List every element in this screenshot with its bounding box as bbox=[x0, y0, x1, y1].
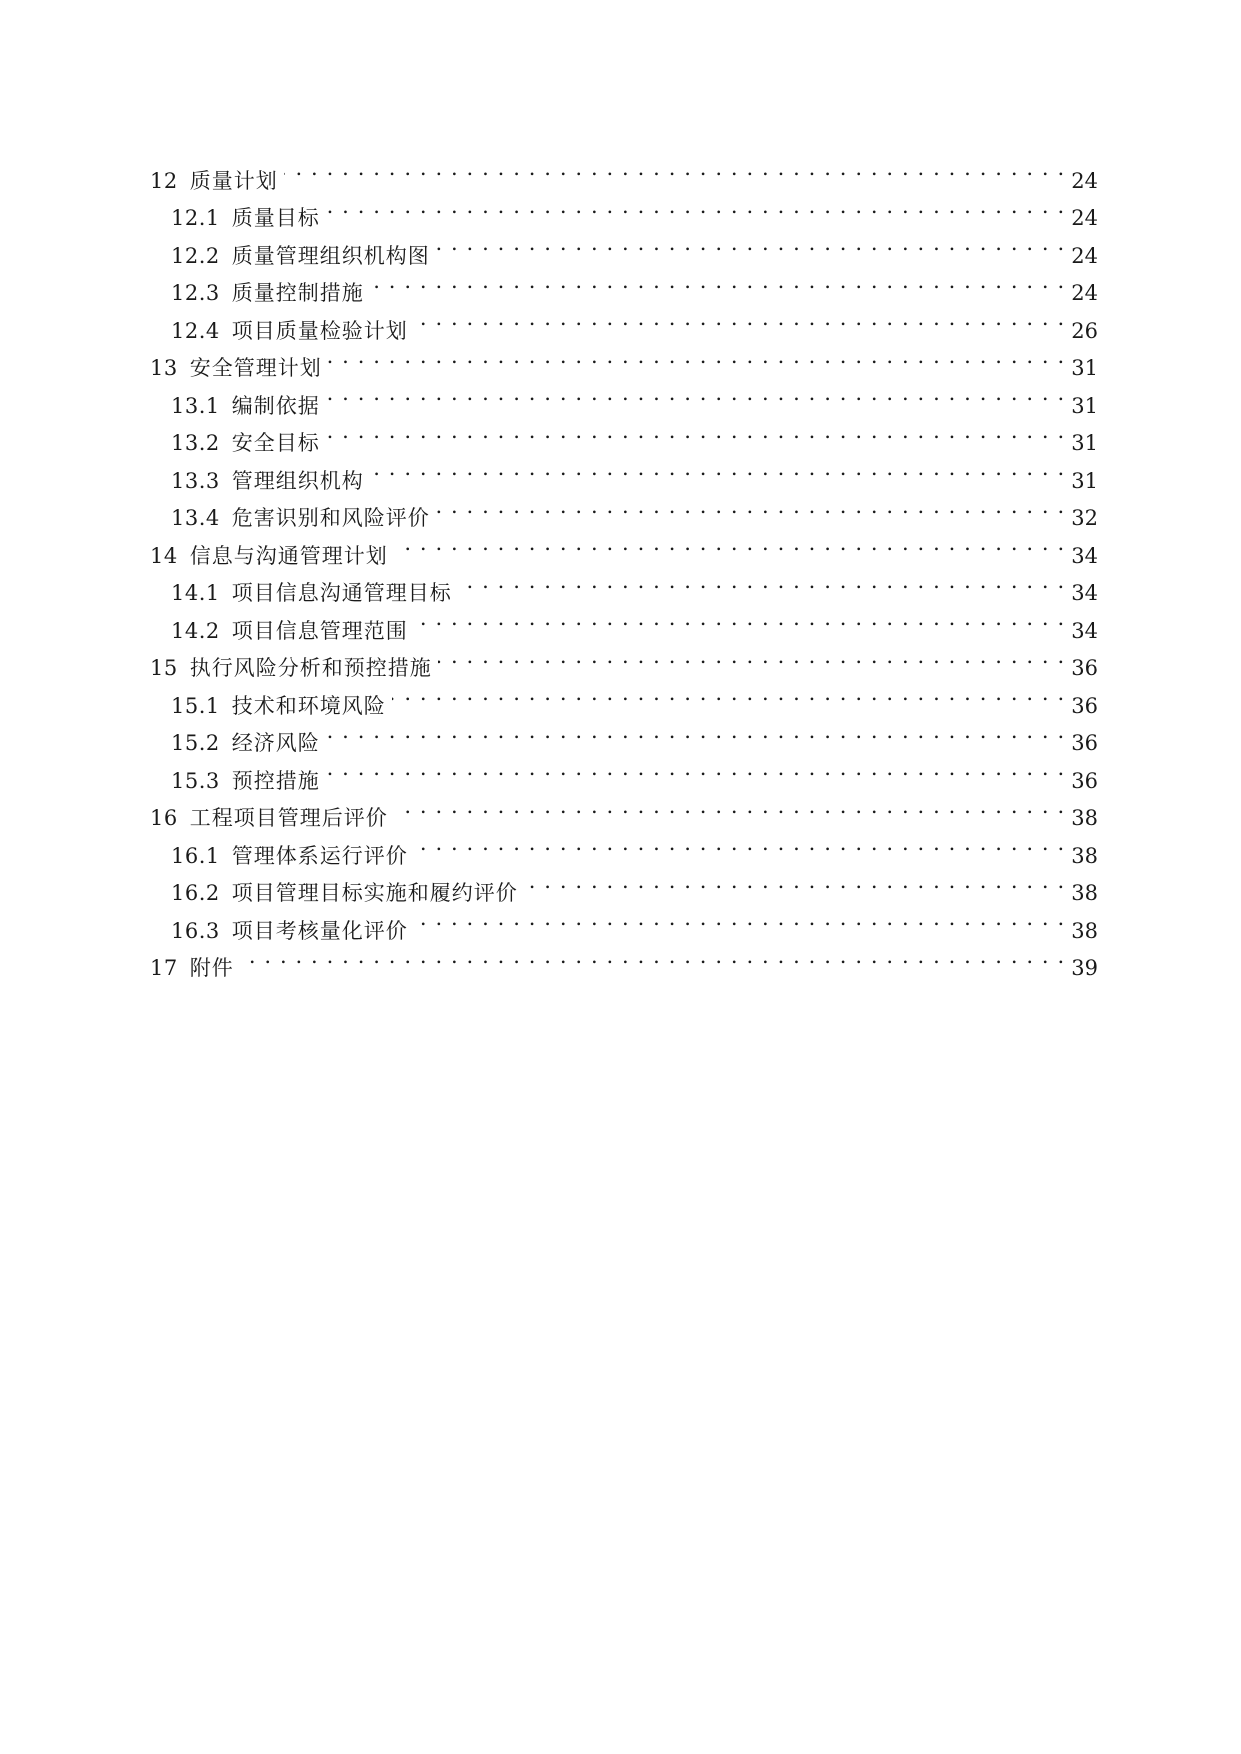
toc-entry-number: 14.1 bbox=[171, 581, 220, 605]
toc-entry-title: 项目信息管理范围 bbox=[231, 618, 408, 643]
toc-entry-title: 技术和环境风险 bbox=[231, 693, 386, 718]
toc-entry-number: 16 bbox=[150, 806, 178, 830]
toc-dot-leader bbox=[326, 713, 1066, 751]
toc-entry-number: 12.3 bbox=[171, 281, 220, 305]
toc-entry-number: 15.2 bbox=[171, 731, 220, 755]
toc-entry-number: 16.2 bbox=[171, 881, 220, 905]
toc-entry-page: 36 bbox=[1071, 656, 1098, 680]
toc-entry-number: 16.1 bbox=[171, 843, 220, 868]
toc-entry-title: 项目考核量化评价 bbox=[231, 918, 408, 943]
toc-entry-page: 24 bbox=[1071, 281, 1098, 305]
toc-dot-leader bbox=[240, 938, 1066, 976]
toc-entry-page: 31 bbox=[1071, 431, 1098, 455]
toc-dot-leader bbox=[326, 750, 1066, 788]
toc-entry-page: 24 bbox=[1071, 243, 1098, 268]
toc-entry-title: 工程项目管理后评价 bbox=[189, 806, 388, 830]
toc-entry-number: 14 bbox=[150, 543, 178, 568]
toc-entry-number: 12.2 bbox=[171, 243, 220, 268]
toc-dot-leader bbox=[436, 225, 1066, 263]
toc-entry-number: 13 bbox=[150, 356, 178, 380]
toc-dot-leader bbox=[414, 300, 1066, 338]
toc-entry-page: 36 bbox=[1071, 693, 1098, 718]
toc-entry-title: 经济风险 bbox=[231, 731, 320, 755]
toc-entry-page: 34 bbox=[1071, 618, 1098, 643]
toc-entry-page: 38 bbox=[1071, 806, 1098, 830]
toc-entry-page: 36 bbox=[1071, 768, 1098, 793]
toc-dot-leader bbox=[326, 375, 1066, 413]
toc-entry-page: 31 bbox=[1071, 468, 1098, 493]
toc-entry-title: 项目管理目标实施和履约评价 bbox=[231, 881, 518, 905]
toc-entry-title: 附件 bbox=[189, 956, 234, 980]
toc-entry-page: 36 bbox=[1071, 731, 1098, 755]
toc-dot-leader bbox=[414, 825, 1066, 863]
toc-entry-page: 38 bbox=[1071, 881, 1098, 905]
toc-dot-leader bbox=[328, 338, 1066, 376]
toc-entry-title: 安全管理计划 bbox=[189, 356, 322, 380]
toc-entry-12[interactable] bbox=[150, 150, 1098, 193]
toc-dot-leader bbox=[370, 450, 1066, 488]
toc-entry-title: 质量控制措施 bbox=[231, 281, 364, 305]
toc-entry-17[interactable] bbox=[150, 938, 1098, 980]
toc-entry-title: 预控措施 bbox=[231, 768, 320, 793]
toc-entry-number: 12.4 bbox=[171, 318, 220, 343]
toc-dot-leader bbox=[326, 188, 1066, 226]
toc-entry-page: 26 bbox=[1071, 318, 1098, 343]
toc-entry-title: 管理组织机构 bbox=[231, 468, 364, 493]
toc-entry-title: 危害识别和风险评价 bbox=[231, 506, 430, 530]
toc-entry-number: 15 bbox=[150, 656, 178, 680]
toc-dot-leader bbox=[438, 638, 1066, 676]
toc-entry-number: 15.1 bbox=[171, 693, 220, 718]
toc-entry-number: 17 bbox=[150, 956, 178, 980]
toc-entry-page: 34 bbox=[1071, 543, 1098, 568]
table-of-contents bbox=[150, 150, 1098, 980]
toc-entry-page: 38 bbox=[1071, 843, 1098, 868]
toc-entry-number: 12 bbox=[150, 168, 178, 193]
toc-entry-12-1[interactable] bbox=[150, 188, 1098, 230]
toc-entry-title: 编制依据 bbox=[231, 393, 320, 418]
toc-entry-title: 信息与沟通管理计划 bbox=[189, 543, 388, 568]
toc-entry-page: 39 bbox=[1071, 956, 1098, 980]
toc-entry-number: 15.3 bbox=[171, 768, 220, 793]
toc-entry-title: 质量管理组织机构图 bbox=[231, 243, 430, 268]
toc-dot-leader bbox=[414, 900, 1066, 938]
toc-dot-leader bbox=[524, 863, 1066, 901]
toc-dot-leader bbox=[394, 788, 1066, 826]
toc-entry-title: 质量计划 bbox=[189, 168, 278, 193]
toc-entry-number: 16.3 bbox=[171, 918, 220, 943]
toc-dot-leader bbox=[458, 563, 1066, 601]
toc-entry-title: 质量目标 bbox=[231, 206, 320, 230]
toc-entry-page: 32 bbox=[1071, 506, 1098, 530]
toc-entry-title: 安全目标 bbox=[231, 431, 320, 455]
toc-entry-number: 13.1 bbox=[171, 393, 220, 418]
toc-dot-leader bbox=[394, 525, 1066, 563]
toc-entry-page: 24 bbox=[1071, 206, 1098, 230]
toc-entry-number: 13.3 bbox=[171, 468, 220, 493]
toc-entry-number: 14.2 bbox=[171, 618, 220, 643]
toc-dot-leader bbox=[436, 488, 1066, 526]
toc-entry-number: 12.1 bbox=[171, 206, 220, 230]
toc-dot-leader bbox=[392, 675, 1066, 713]
toc-dot-leader bbox=[326, 413, 1066, 451]
toc-entry-page: 24 bbox=[1071, 168, 1098, 193]
toc-dot-leader bbox=[414, 600, 1066, 638]
toc-entry-title: 执行风险分析和预控措施 bbox=[189, 656, 432, 680]
toc-dot-leader bbox=[370, 263, 1066, 301]
toc-entry-title: 项目信息沟通管理目标 bbox=[231, 581, 452, 605]
toc-entry-page: 31 bbox=[1071, 356, 1098, 380]
toc-dot-leader bbox=[284, 150, 1066, 188]
toc-entry-title: 项目质量检验计划 bbox=[231, 318, 408, 343]
toc-entry-number: 13.2 bbox=[171, 431, 220, 455]
toc-entry-page: 31 bbox=[1071, 393, 1098, 418]
toc-entry-page: 34 bbox=[1071, 581, 1098, 605]
toc-entry-page: 38 bbox=[1071, 918, 1098, 943]
toc-entry-title: 管理体系运行评价 bbox=[231, 843, 408, 868]
toc-entry-number: 13.4 bbox=[171, 506, 220, 530]
